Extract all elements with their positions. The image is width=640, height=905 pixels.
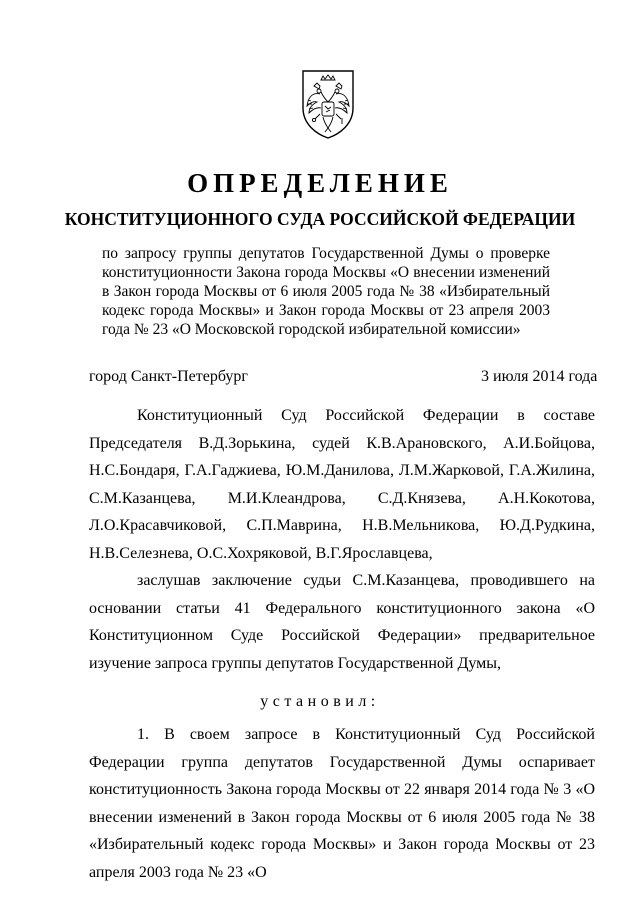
coat-of-arms-emblem-icon <box>300 68 356 140</box>
date-of-decision: 3 июля 2014 года <box>481 368 598 385</box>
established-heading: установил: <box>260 693 380 710</box>
case-title: по запросу группы депутатов Государственной Думы о проверке конституционности Закона города Москвы «О внесении изменений в Закон города Москвы от 6 июля 2005 года № 38 «Избирательный кодекс города Москвы» и Закон города Москвы от 23 апреля 2003 года № 23 «О Московской городской избирательной комиссии» <box>102 245 550 338</box>
document-title: ОПРЕДЕЛЕНИЕ <box>187 168 453 198</box>
court-composition-paragraph: Конституционный Суд Российской Федерации в составе Председателя В.Д.Зорькина, судей К.В.Арановского, А.И.Бойцова, Н.С.Бондаря, Г.А.Гаджиева, Ю.М.Данилова, Л.М.Жарковой, Г.А.Жилина, С.М.Казанцева, М.И.Клеандрова, С.Д.Князева, А.Н.Кокотова, Л.О.Красавчиковой, С.П.Маврина, Н.В.Мельникова, Ю.Д.Рудкина, Н.В.Селезнева, О.С.Хохряковой, В.Г.Ярославцева, <box>89 407 595 562</box>
hearing-paragraph: заслушав заключение судьи С.М.Казанцева, проводившего на основании статьи 41 Федерального конституционного закона «О Конституционном Суде Российской Федерации» предварительное изучение запроса группы депутатов Государственной Думы, <box>89 572 595 672</box>
place-of-decision: город Санкт-Петербург <box>89 368 248 385</box>
court-name: КОНСТИТУЦИОННОГО СУДА РОССИЙСКОЙ ФЕДЕРАЦИИ <box>64 209 576 229</box>
point-1-paragraph: 1. В своем запросе в Конституционный Суд Российской Федерации группа депутатов Государственной Думы оспаривает конституционность Закона города Москвы от 22 января 2014 года № 3 «О внесении изменений в Закон города Москвы от 6 июля 2005 года № 38 «Избирательный кодекс города Москвы» и Закон города Москвы от 23 апреля 2003 года № 23 «О <box>89 726 595 881</box>
